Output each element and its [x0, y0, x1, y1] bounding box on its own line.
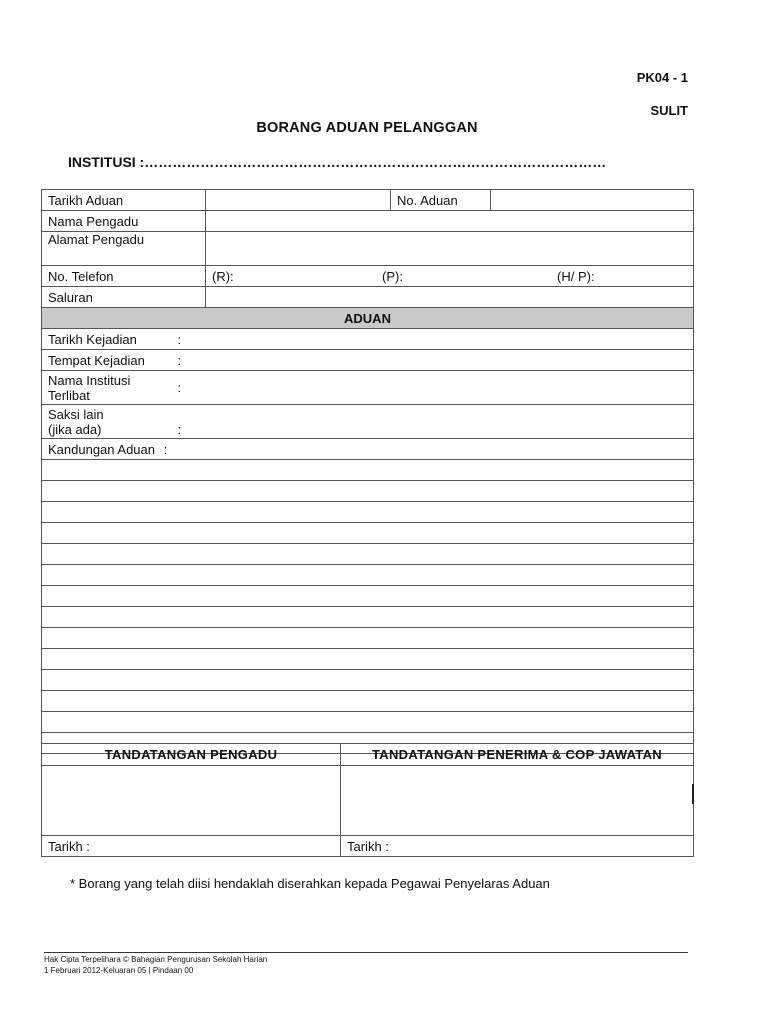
- version-line: 1 Februari 2012-Keluaran 05 | Pindaan 00: [44, 966, 194, 975]
- colon: :: [163, 441, 168, 457]
- complainant-signature-box[interactable]: [42, 766, 341, 836]
- submission-note: * Borang yang telah diisi hendaklah diserahkan kepada Pegawai Penyelaras Aduan: [70, 876, 550, 891]
- complaint-number-field[interactable]: [491, 190, 694, 211]
- institution-involved-label: [42, 371, 172, 405]
- channel-field[interactable]: [206, 287, 694, 308]
- witness-label: [42, 405, 172, 439]
- classification-label: SULIT: [650, 103, 688, 118]
- phone-field[interactable]: [206, 266, 694, 287]
- institution-involved-field[interactable]: [196, 371, 694, 405]
- witness-label-line2: (jika ada): [48, 421, 102, 437]
- complaint-number-label: No. Aduan: [391, 190, 491, 211]
- complaint-line[interactable]: [42, 586, 694, 607]
- receiver-signature-heading: TANDATANGAN PENERIMA & COP JAWATAN: [341, 744, 694, 766]
- complainant-address-field[interactable]: [206, 232, 694, 266]
- phone-home-label: (R):: [212, 269, 234, 284]
- complainant-signature-date[interactable]: Tarikh :: [42, 836, 341, 857]
- complaint-section-banner: ADUAN: [42, 308, 694, 329]
- complaint-content-label-text: Kandungan Aduan: [48, 441, 155, 457]
- complaint-line[interactable]: [42, 691, 694, 712]
- complaint-line[interactable]: [42, 649, 694, 670]
- complainant-name-label: Nama Pengadu: [42, 211, 206, 232]
- complainant-address-label: Alamat Pengadu: [42, 232, 206, 266]
- channel-label: Saluran: [42, 287, 206, 308]
- witness-field[interactable]: [196, 405, 694, 439]
- event-date-field[interactable]: [196, 329, 694, 350]
- complaint-date-label: Tarikh Aduan: [42, 190, 206, 211]
- complainant-name-field[interactable]: [206, 211, 694, 232]
- complaint-content-label: [42, 439, 196, 460]
- complaint-line[interactable]: [42, 481, 694, 502]
- signature-table: [41, 743, 694, 857]
- complaint-line[interactable]: [42, 670, 694, 691]
- phone-label: No. Telefon: [42, 266, 206, 287]
- complaint-line[interactable]: [42, 712, 694, 733]
- footer-divider: [44, 952, 688, 953]
- complainant-signature-heading: TANDATANGAN PENGADU: [42, 744, 341, 766]
- complaint-line[interactable]: [42, 544, 694, 565]
- complaint-content-field[interactable]: [196, 439, 694, 460]
- copyright-line: Hak Cipta Terpelihara © Bahagian Pengurusan Sekolah Harian: [44, 955, 268, 964]
- complaint-line[interactable]: [42, 607, 694, 628]
- colon: :: [172, 350, 196, 371]
- complaint-line[interactable]: [42, 502, 694, 523]
- complaint-line[interactable]: [42, 628, 694, 649]
- phone-office-label: (P):: [382, 269, 403, 284]
- witness-label-line1: Saksi lain: [48, 406, 104, 422]
- complaint-line[interactable]: [42, 565, 694, 586]
- complaint-line[interactable]: [42, 460, 694, 481]
- colon: :: [172, 405, 196, 439]
- receiver-signature-box[interactable]: [341, 766, 694, 836]
- institution-field[interactable]: INSTITUSI :………………………………………………………………………………………: [68, 154, 607, 170]
- phone-mobile-label: (H/ P):: [557, 269, 595, 284]
- form-code: PK04 - 1: [636, 70, 688, 85]
- form-title: BORANG ADUAN PELANGGAN: [256, 120, 478, 136]
- event-date-label: Tarikh Kejadian: [42, 329, 172, 350]
- colon: :: [172, 329, 196, 350]
- event-place-field[interactable]: [196, 350, 694, 371]
- complaint-line[interactable]: [42, 523, 694, 544]
- complaint-form-table: [41, 189, 694, 754]
- institution-involved-label-line1: Nama Institusi: [48, 372, 131, 388]
- complaint-date-field[interactable]: [206, 190, 391, 211]
- institution-involved-label-line2: Terlibat: [48, 387, 90, 403]
- receiver-signature-date[interactable]: Tarikh :: [341, 836, 694, 857]
- colon: :: [172, 371, 196, 405]
- border-tick-mark: [692, 784, 694, 804]
- event-place-label: Tempat Kejadian: [42, 350, 172, 371]
